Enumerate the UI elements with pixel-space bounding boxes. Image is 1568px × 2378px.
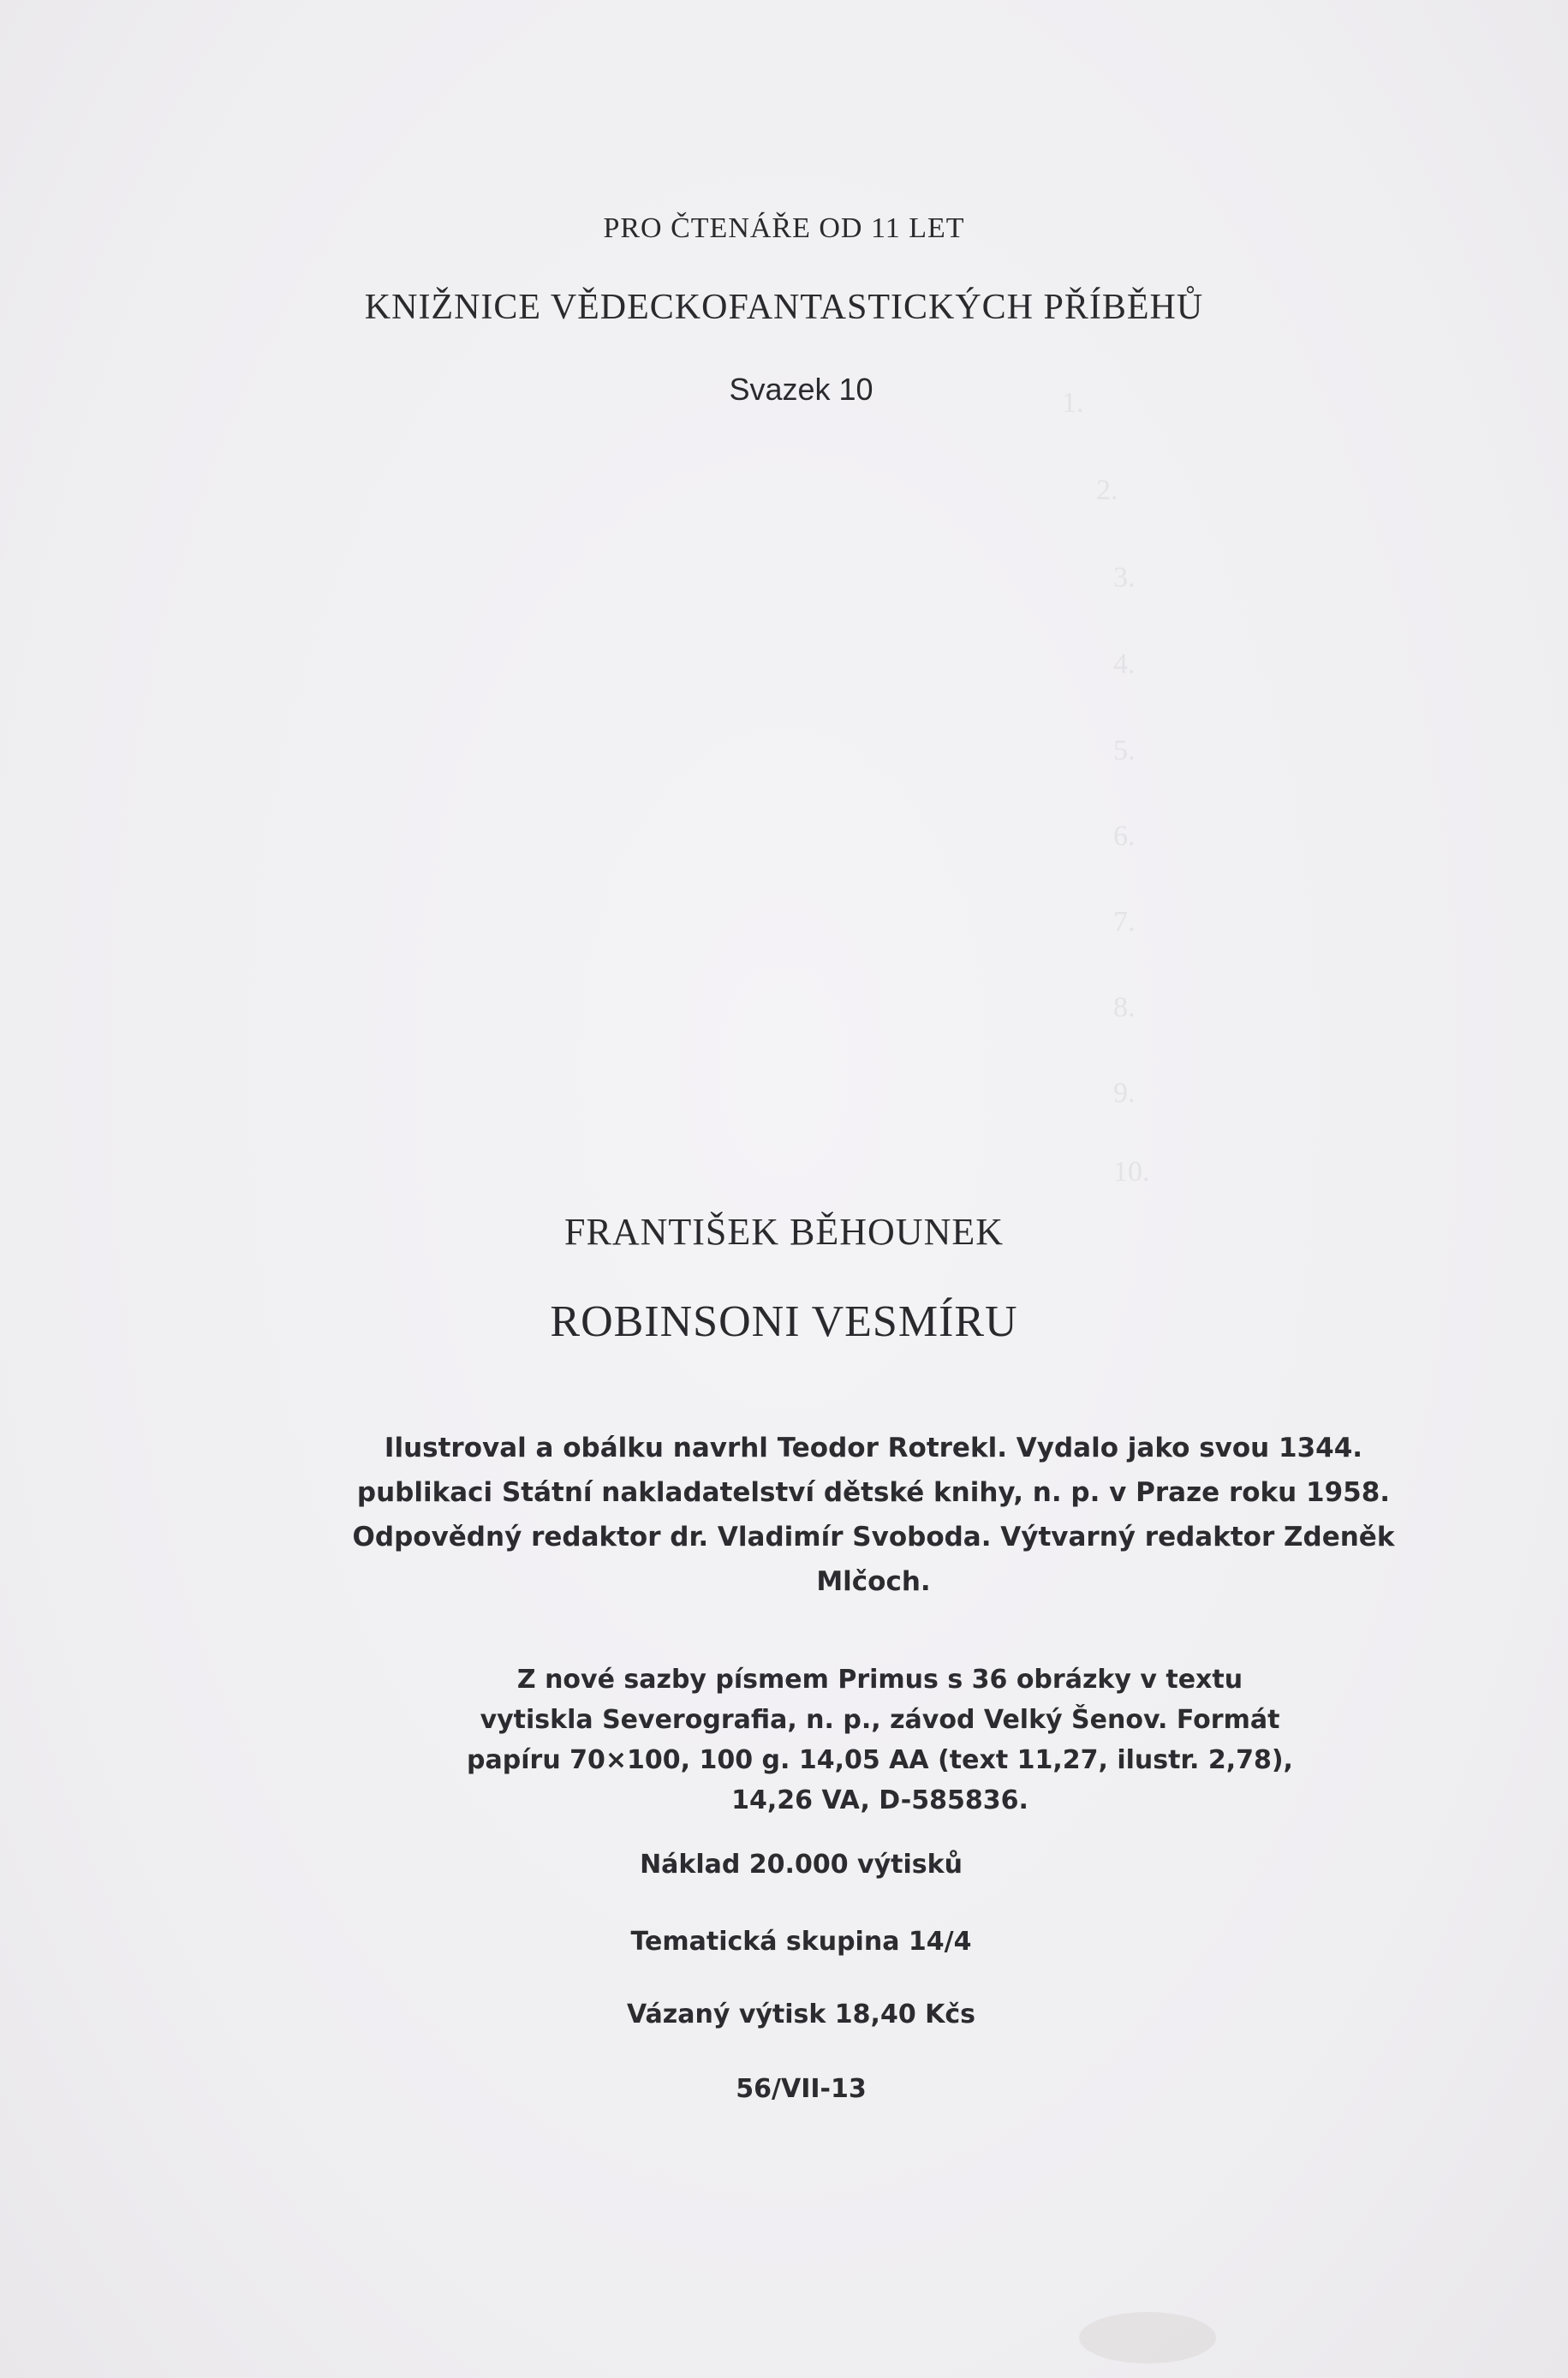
thematic-group: Tematická skupina 14/4 (630, 1927, 972, 1957)
bleed-through-text: 5. (1113, 735, 1136, 766)
printing-info: Z nové sazby písmem Primus s 36 obrázky v textu vytiskla Severografia, n. p., závod Velký Šenov. Formát papíru 70×100, 100 g. 14,05 AA (text 11,27, ilustr. 2,78), 14,26 VA, D-585836. (467, 1665, 1293, 1815)
colophon-text: Ilustroval a obálku navrhl Teodor Rotrekl. Vydalo jako svou 1344. publikaci Státní nakladatelství dětské knihy, n. p. v Praze roku 1958. Odpovědný redaktor dr. Vladimír Svoboda. Výtvarný redaktor Zdeněk Mlčoch. (352, 1433, 1395, 1597)
bleed-through-text: 8. (1113, 992, 1136, 1023)
bleed-through-text: 10. (1113, 1156, 1150, 1188)
author-name: FRANTIŠEK BĚHOUNEK (564, 1211, 1004, 1253)
series-name: KNIŽNICE VĚDECKOFANTASTICKÝCH PŘÍBĚHŮ (364, 288, 1204, 327)
edition-size: Náklad 20.000 výtisků (640, 1850, 963, 1880)
volume-number: Svazek 10 (729, 372, 873, 407)
bleed-through-text: 6. (1113, 820, 1136, 852)
bleed-through-text: 1. (1062, 387, 1084, 419)
bleed-through-text: 2. (1096, 474, 1118, 506)
catalog-code: 56/VII-13 (736, 2074, 867, 2104)
bleed-through-text: 9. (1113, 1077, 1136, 1109)
price: Vázaný výtisk 18,40 Kčs (626, 2000, 976, 2029)
book-title: ROBINSONI VESMÍRU (550, 1297, 1018, 1346)
bleed-through-text: 4. (1113, 648, 1136, 680)
reader-age-note: PRO ČTENÁŘE OD 11 LET (603, 212, 965, 244)
bleed-through-text: 3. (1113, 562, 1136, 593)
bleed-through-text: 7. (1113, 906, 1136, 938)
paper-stain (1079, 2312, 1216, 2363)
